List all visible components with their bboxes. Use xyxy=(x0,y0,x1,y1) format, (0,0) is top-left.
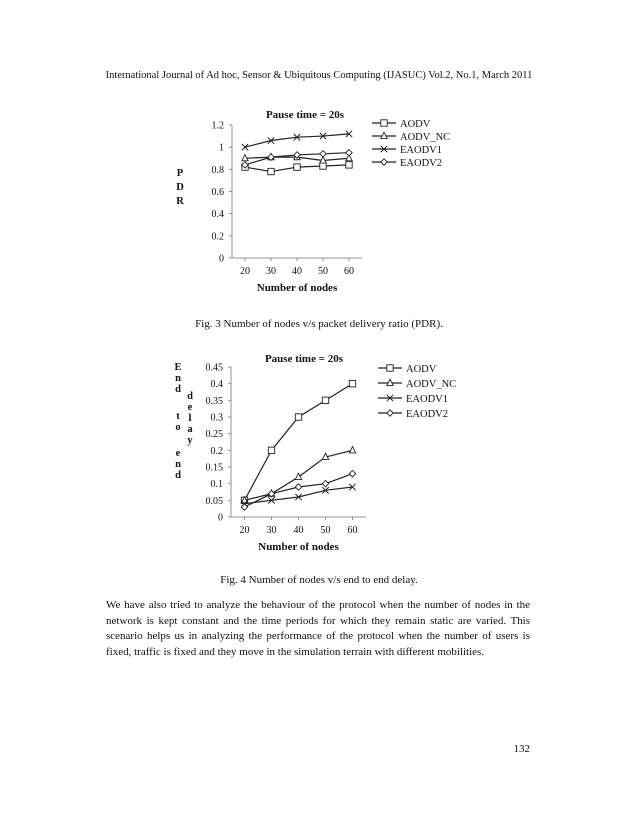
y-tick-label: 0 xyxy=(219,253,224,265)
legend-label: EAODV2 xyxy=(406,409,448,420)
x-tick-label: 20 xyxy=(240,266,250,277)
y-axis-label-letter: a xyxy=(187,424,193,435)
legend-entry xyxy=(378,394,448,405)
y-tick-label: 0.6 xyxy=(211,187,224,198)
legend-label: EAODV1 xyxy=(406,394,448,405)
data-point xyxy=(295,414,301,420)
data-point xyxy=(268,447,274,453)
data-point xyxy=(349,447,355,453)
data-point xyxy=(322,480,328,486)
x-tick-label: 30 xyxy=(266,266,276,277)
chart-title: Pause time = 20s xyxy=(265,109,345,121)
y-axis-label xyxy=(176,168,184,207)
legend-label: EAODV2 xyxy=(400,158,442,169)
legend-marker xyxy=(387,365,393,371)
data-point xyxy=(268,168,274,174)
legend-entry xyxy=(372,119,431,130)
figure-3-caption: Fig. 3 Number of nodes v/s packet delivery ratio (PDR). xyxy=(195,318,443,330)
data-point xyxy=(346,150,352,156)
x-axis-label: Number of nodes xyxy=(258,541,339,553)
data-point xyxy=(295,484,301,490)
series-line xyxy=(245,384,353,501)
legend-entry xyxy=(378,409,448,420)
legend-marker xyxy=(381,132,387,138)
y-tick-label: 0.1 xyxy=(210,479,223,491)
data-point xyxy=(320,151,326,157)
data-point xyxy=(241,504,247,510)
chart-svg xyxy=(0,100,638,300)
y-tick-label: 0.8 xyxy=(211,164,224,176)
legend-marker xyxy=(381,159,387,165)
legend-label: EAODV1 xyxy=(400,145,442,156)
y-tick-label: 0.2 xyxy=(211,231,224,243)
legend-label: AODV_NC xyxy=(400,132,451,143)
y-axis-label-letter: R xyxy=(176,196,184,207)
page-number: 132 xyxy=(513,743,530,755)
y-tick-label: 0.3 xyxy=(210,412,223,424)
legend-marker xyxy=(387,410,393,416)
y-axis-label-letter: D xyxy=(176,182,184,193)
y-axis-label-letter: n xyxy=(175,373,181,384)
legend-entry xyxy=(378,379,456,390)
y-tick-label: 1.2 xyxy=(211,120,224,132)
x-tick-label: 20 xyxy=(239,525,250,536)
y-axis-label-letter: y xyxy=(187,435,193,446)
x-tick-label: 40 xyxy=(293,525,304,536)
x-tick-label: 50 xyxy=(320,525,331,536)
x-tick-label: 60 xyxy=(344,266,354,277)
chart-title: Pause time = 20s xyxy=(264,353,344,365)
legend-entry xyxy=(378,364,437,375)
x-tick-label: 60 xyxy=(347,525,358,536)
legend-entry xyxy=(372,132,450,143)
delay-chart xyxy=(0,348,638,558)
y-tick-label: 0.2 xyxy=(210,445,223,457)
legend xyxy=(372,119,450,169)
y-axis-label-letter: d xyxy=(175,470,181,481)
legend-label: AODV_NC xyxy=(406,379,457,390)
y-axis-label-letter: l xyxy=(188,413,192,424)
legend-entry xyxy=(372,158,442,169)
y-axis-label-letter: P xyxy=(176,168,184,179)
y-axis-label-letter: o xyxy=(175,422,181,433)
y-tick-label: 0 xyxy=(218,512,223,524)
y-axis-label-letter: e xyxy=(187,402,193,413)
data-point xyxy=(349,380,355,386)
legend-label: AODV xyxy=(406,364,437,375)
y-tick-label: 0.05 xyxy=(205,495,223,507)
journal-header: International Journal of Ad hoc, Sensor & Ubiquitous Computing (IJASUC) Vol.2, No.1, March 2011 xyxy=(105,70,533,81)
data-point xyxy=(346,162,352,168)
series-aodv xyxy=(242,162,352,175)
y-tick-label: 0.4 xyxy=(210,379,223,391)
chart-svg xyxy=(0,348,638,558)
legend-entry xyxy=(372,145,442,156)
y-tick-label: 0.45 xyxy=(205,362,223,374)
y-axis-label-letter: d xyxy=(175,384,181,395)
y-tick-label: 0.15 xyxy=(205,462,223,474)
data-point xyxy=(295,473,301,479)
data-point xyxy=(322,397,328,403)
y-axis-label-letter: d xyxy=(187,391,193,402)
x-tick-label: 50 xyxy=(318,266,328,277)
y-tick-label: 0.4 xyxy=(211,209,224,221)
data-point xyxy=(294,164,300,170)
series-line xyxy=(245,134,349,147)
legend-marker xyxy=(381,120,387,126)
y-axis-label-letter: e xyxy=(175,448,181,459)
series-eaodv1 xyxy=(242,131,352,151)
y-tick-label: 0.25 xyxy=(205,429,223,441)
legend xyxy=(378,364,456,420)
y-axis-label xyxy=(174,362,193,481)
y-tick-label: 1 xyxy=(219,142,224,154)
legend-label: AODV xyxy=(400,119,431,130)
data-point xyxy=(349,470,355,476)
pdr-chart xyxy=(0,100,638,300)
x-tick-label: 30 xyxy=(266,525,277,536)
y-tick-label: 0.35 xyxy=(205,395,223,407)
y-axis-label-letter: E xyxy=(174,362,182,373)
x-axis-label: Number of nodes xyxy=(256,282,338,294)
body-paragraph: We have also tried to analyze the behaviour of the protocol when the number of nodes in the network is kept constant and the time periods for which they remain static are varied. This scenario helps us in analyzing the performance of the protocol when the number of users is fixed, traffic is fixed and they move in the simulation terrain with different mobilities. xyxy=(106,599,530,658)
y-axis-label-letter: n xyxy=(175,459,181,470)
x-tick-label: 40 xyxy=(292,266,302,277)
figure-4-caption: Fig. 4 Number of nodes v/s end to end delay. xyxy=(220,574,418,586)
data-point xyxy=(320,163,326,169)
y-axis-label-letter: t xyxy=(176,411,180,422)
